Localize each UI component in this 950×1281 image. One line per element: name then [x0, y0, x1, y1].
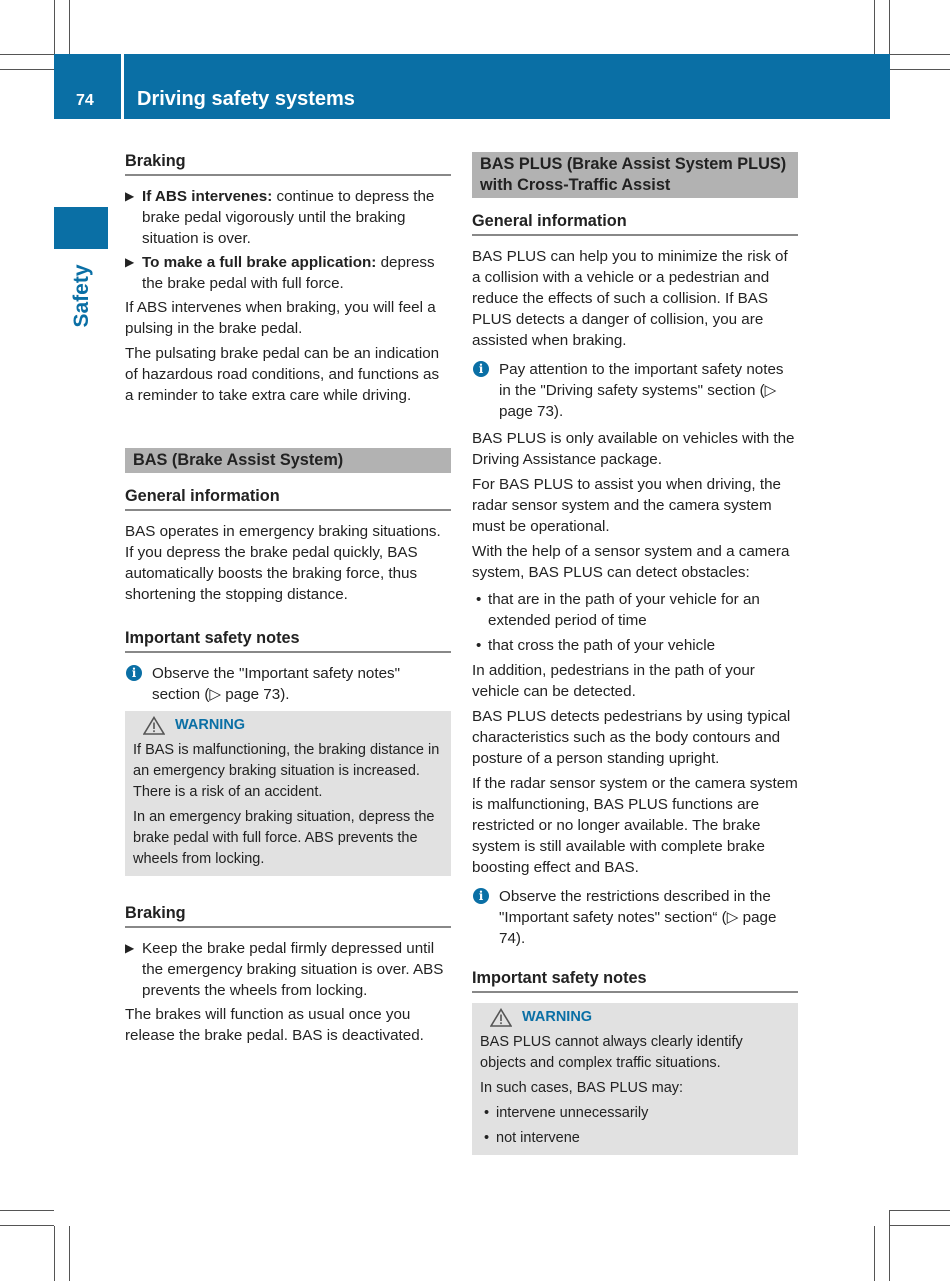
crop-mark: [874, 1226, 875, 1281]
list-item: [480, 1128, 790, 1149]
header-divider: [121, 54, 124, 119]
paragraph: If ABS intervenes when braking, you will feel a pulsing in the brake pedal.: [125, 299, 436, 337]
crop-mark: [890, 1210, 950, 1211]
info-note: [472, 886, 798, 949]
crop-mark: [69, 1226, 70, 1281]
section-title-bas-plus: BAS PLUS (Brake Assist System PLUS) with Cross-Traffic Assist: [472, 152, 798, 198]
bullet-icon: •: [484, 1130, 490, 1146]
info-note: [125, 663, 451, 705]
step-text: depress the brake pedal with full force.: [142, 254, 435, 292]
crop-mark: [889, 1210, 890, 1281]
arrow-right-icon: ▶: [125, 941, 135, 955]
warning-text: In such cases, BAS PLUS may:: [480, 1080, 684, 1096]
crop-mark: [54, 0, 55, 54]
note-text: Observe the "Important safety notes" section (▷ page 73).: [152, 665, 400, 703]
paragraph: If the radar sensor system or the camera system is malfunctioning, BAS PLUS functions are restricted or no longer available. The brake system is still available with complete brake boosting effect and BAS.: [472, 775, 798, 876]
list-item: [480, 1103, 790, 1124]
info-icon: i: [126, 665, 142, 681]
step-item: [125, 252, 451, 294]
chapter-title: Driving safety systems: [137, 88, 355, 110]
crop-mark: [54, 1226, 55, 1281]
step-text: Keep the brake pedal firmly depressed until the emergency braking situation is over. ABS prevents the wheels from locking.: [142, 940, 444, 999]
general-info-heading: General information: [472, 210, 798, 236]
general-info-heading: General information: [125, 485, 451, 511]
list-item-text: that are in the path of your vehicle for an extended period of time: [488, 591, 760, 629]
note-text: Observe the restrictions described in the "Important safety notes" section“ (▷ page 74).: [499, 888, 777, 947]
side-tab-label: Safety: [70, 264, 93, 328]
crop-mark: [69, 0, 70, 54]
step-bold: If ABS intervenes:: [142, 188, 273, 205]
warning-label: WARNING: [522, 1009, 593, 1025]
warning-header: [133, 715, 443, 736]
warning-text: BAS PLUS cannot always clearly identify objects and complex traffic situations.: [480, 1034, 743, 1071]
info-note: [472, 359, 798, 422]
paragraph: With the help of a sensor system and a camera system, BAS PLUS can detect obstacles:: [472, 543, 790, 581]
step-text: continue to depress the brake pedal vigorously until the braking situation is over.: [142, 188, 435, 247]
right-column: [472, 152, 798, 1169]
crop-mark: [0, 69, 54, 70]
page-number: 74: [76, 92, 94, 109]
step-bold: To make a full brake application:: [142, 254, 377, 271]
warning-box: [125, 711, 451, 876]
side-tab-marker: [54, 207, 108, 249]
arrow-right-icon: ▶: [125, 189, 135, 203]
crop-mark: [890, 1225, 950, 1226]
bullet-icon: •: [476, 591, 482, 608]
crop-mark: [0, 1225, 54, 1226]
crop-mark: [890, 69, 950, 70]
warning-label: WARNING: [175, 717, 246, 733]
warning-header: [480, 1007, 790, 1028]
warning-text: If BAS is malfunctioning, the braking distance in an emergency braking situation is increased. There is a risk of an accident.: [133, 742, 440, 800]
section-title-bas: BAS (Brake Assist System): [125, 448, 451, 473]
paragraph: The pulsating brake pedal can be an indication of hazardous road conditions, and functions as a reminder to take extra care while driving.: [125, 345, 440, 404]
list-item: [472, 589, 798, 631]
safety-notes-heading: Important safety notes: [125, 627, 451, 653]
step-item: [125, 186, 451, 249]
arrow-right-icon: ▶: [125, 255, 135, 269]
safety-notes-heading: Important safety notes: [472, 967, 798, 993]
list-item-text: intervene unnecessarily: [496, 1105, 649, 1121]
warning-text: In an emergency braking situation, depress the brake pedal with full force. ABS prevents the wheels from locking.: [133, 809, 435, 867]
note-text: Pay attention to the important safety notes in the "Driving safety systems" section (▷ page 73).: [499, 361, 784, 420]
braking-heading: Braking: [125, 902, 451, 928]
paragraph: BAS PLUS is only available on vehicles with the Driving Assistance package.: [472, 430, 795, 468]
crop-mark: [0, 54, 54, 55]
info-icon: i: [473, 888, 489, 904]
warning-triangle-icon: [143, 716, 165, 735]
crop-mark: [890, 54, 950, 55]
braking-heading: Braking: [125, 150, 451, 176]
paragraph: In addition, pedestrians in the path of your vehicle can be detected.: [472, 662, 755, 700]
paragraph: For BAS PLUS to assist you when driving, the radar sensor system and the camera system must be operational.: [472, 476, 781, 535]
list-item-text: not intervene: [496, 1130, 580, 1146]
list-item-text: that cross the path of your vehicle: [488, 637, 716, 654]
info-icon: i: [473, 361, 489, 377]
paragraph: BAS PLUS detects pedestrians by using typical characteristics such as the body contours and posture of a person standing upright.: [472, 708, 791, 767]
crop-mark: [889, 0, 890, 54]
warning-triangle-icon: [490, 1008, 512, 1027]
bullet-icon: •: [476, 637, 482, 654]
paragraph: BAS PLUS can help you to minimize the risk of a collision with a vehicle or a pedestrian and reduce the effects of such a collision. If BAS PLUS detects a danger of collision, you are assisted when braking.: [472, 248, 788, 349]
step-item: [125, 938, 451, 1001]
bullet-icon: •: [484, 1105, 490, 1121]
paragraph: The brakes will function as usual once you release the brake pedal. BAS is deactivated.: [125, 1006, 424, 1044]
crop-mark: [0, 1210, 54, 1211]
warning-box: [472, 1003, 798, 1155]
paragraph: BAS operates in emergency braking situations. If you depress the brake pedal quickly, BAS automatically boosts the braking force, thus shortening the stopping distance.: [125, 523, 441, 603]
crop-mark: [874, 0, 875, 54]
left-column: [125, 150, 451, 1050]
list-item: [472, 635, 798, 656]
